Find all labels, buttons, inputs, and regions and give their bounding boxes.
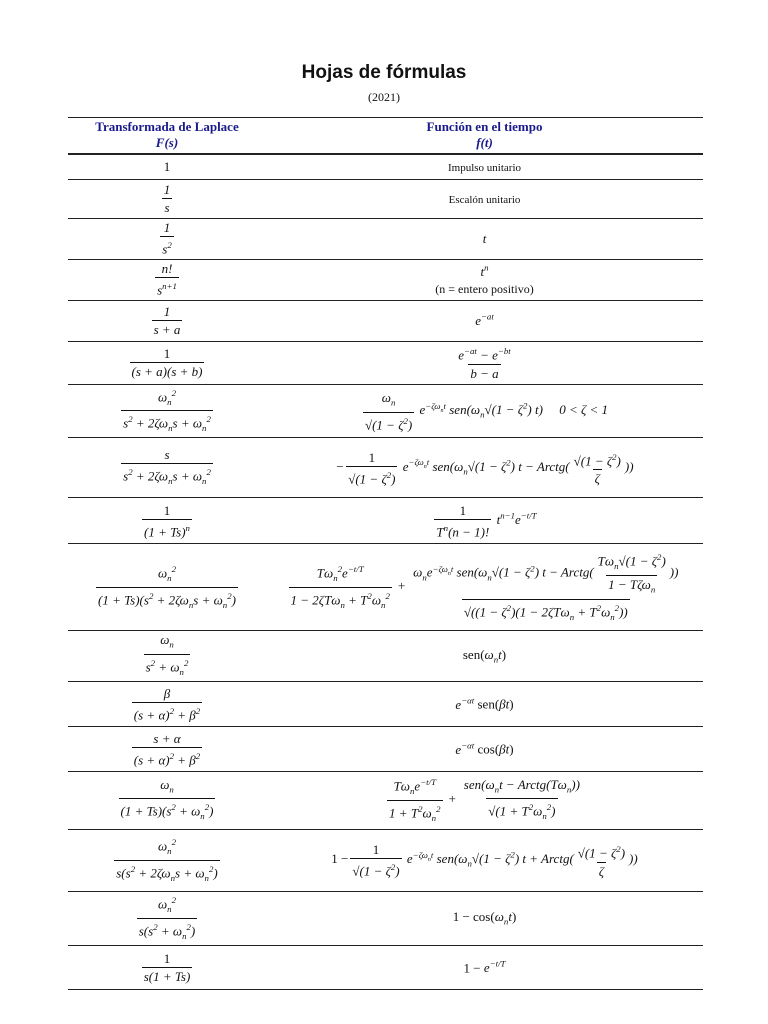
laplace-expression: $\frac{s}{s^2 + 2\zeta\omega_ns + \omega_n^2}$ (121, 446, 213, 490)
header-time-symbol: f(t) (476, 135, 493, 150)
time-expression: − $\frac{1}{√(1 - \zeta^2)}$ $e^{-\zeta\omega_nt}$ $sen(\omega_n√(1 - \zeta^2) t$ − Arctg( $\frac{√(1 - \zeta^2)}{\zeta}$ )) (335, 449, 634, 486)
time-note: (n = entero positivo) (435, 281, 534, 296)
table-row (68, 498, 703, 544)
time-cell (266, 341, 703, 384)
time-cell (266, 631, 703, 682)
time-expression: $e^{-at}$ (475, 311, 494, 329)
laplace-expression: $\frac{\beta}{(s + \alpha)^2 + \beta^2}$ (133, 685, 201, 723)
laplace-expression: $\frac{n!}{s^{n+1}}$ (157, 261, 177, 298)
laplace-expression: $\frac{\omega_n^2}{s(s^2 + \omega_n^2)}$ (137, 892, 198, 945)
header-laplace-symbol: F(s) (155, 135, 179, 150)
laplace-expression: $\frac{1}{s + a}$ (153, 304, 181, 337)
laplace-cell (68, 218, 266, 259)
laplace-cell (68, 438, 266, 498)
laplace-cell (68, 498, 266, 544)
time-expression: $\frac{1}{T^n(n - 1)!}$ $t^{n-1}e^{-t/T}$ (436, 502, 537, 539)
time-cell (266, 218, 703, 259)
table-row (68, 544, 703, 631)
time-cell (266, 726, 703, 771)
time-cell (266, 771, 703, 829)
time-cell (266, 300, 703, 341)
table-row (68, 771, 703, 829)
time-expression: $1 - \cos(\omega_nt)$ (452, 909, 517, 928)
time-cell (266, 681, 703, 726)
laplace-expression: $\frac{1}{s}$ (163, 182, 171, 215)
time-expression: $e^{-\alpha t}$ sen(βt) (455, 695, 514, 712)
laplace-cell (68, 945, 266, 989)
table-row (68, 218, 703, 259)
laplace-cell (68, 259, 266, 300)
time-cell (266, 259, 703, 300)
time-expression: $\frac{T\omega_ne^{-t/T}}{1 + T^2\omega_n^2}$ + $\frac{sen(\omega_nt - Arctg(T\omega_n))}{√(1 + T^2\omega_n^2)}$ (385, 791, 584, 806)
laplace-cell (68, 726, 266, 771)
table-row (68, 154, 703, 179)
table-row (68, 259, 703, 300)
time-expression: 1 − $\frac{1}{√(1 - \zeta^2)}$ $e^{-\zeta\omega_nt}$ $sen(\omega_n√(1 - \zeta^2) t$ + Arctg( $\frac{√(1 - \zeta^2)}{\zeta}$ )) (331, 842, 638, 879)
time-expression: Escalón unitario (448, 193, 521, 206)
laplace-cell (68, 179, 266, 218)
header-time-title: Función en el tiempo (426, 119, 543, 134)
laplace-table (68, 117, 703, 990)
time-expression: $sen(\omega_nt)$ (462, 647, 507, 665)
page-title: Hojas de fórmulas (301, 62, 467, 83)
time-expression: $\frac{\omega_n}{√(1 - \zeta^2)}$ $e^{-\zeta\omega_nt}$ $sen(\omega_n√(1 - \zeta^2)$ t) (364, 389, 547, 432)
time-cell (266, 498, 703, 544)
laplace-expression: $\frac{\omega_n^2}{(1 + Ts)(s^2 + 2\zeta\omega_ns + \omega_n^2)}$ (96, 561, 238, 614)
time-expression: Impulso unitario (447, 161, 522, 174)
table-row (68, 726, 703, 771)
table-row (68, 179, 703, 218)
header-laplace-title: Transformada de Laplace (95, 119, 239, 134)
laplace-expression: 1 (163, 158, 171, 174)
time-expression: $\frac{e^{-at} - e^{-bt}}{b - a}$ (458, 346, 511, 381)
table-row (68, 438, 703, 498)
laplace-expression: $\frac{1}{(1 + Ts)^n}$ (144, 502, 190, 539)
page-year: (2021) (368, 90, 400, 104)
laplace-cell (68, 384, 266, 438)
laplace-expression: $\frac{\omega_n}{s^2 + \omega_n^2}$ (144, 631, 191, 681)
table-row (68, 300, 703, 341)
time-cell (266, 829, 703, 891)
table-row (68, 681, 703, 726)
laplace-expression: $\frac{1}{(s + a)(s + b)}$ (131, 346, 203, 379)
time-cell (266, 544, 703, 631)
table-row (68, 829, 703, 891)
table-row (68, 341, 703, 384)
laplace-cell (68, 631, 266, 682)
time-expression: $e^{-\alpha t}$ cos(βt) (455, 740, 514, 757)
time-cell (266, 154, 703, 179)
time-condition: 0 < ζ < 1 (559, 401, 609, 417)
time-cell (266, 438, 703, 498)
time-expression: $t^n$ (480, 262, 489, 279)
table-header-row (68, 118, 703, 155)
header-laplace (68, 118, 266, 155)
header-time (266, 118, 703, 155)
time-cell (266, 891, 703, 945)
laplace-cell (68, 154, 266, 179)
laplace-cell (68, 771, 266, 829)
laplace-cell (68, 341, 266, 384)
time-cell (266, 179, 703, 218)
time-cell (266, 384, 703, 438)
laplace-expression: $\frac{\omega_n^2}{s(s^2 + 2\zeta\omega_ns + \omega_n^2)}$ (114, 834, 219, 887)
laplace-expression: $\frac{1}{s(1 + Ts)}$ (143, 950, 191, 984)
time-expression: $1 - e^{-t/T}$ (463, 958, 506, 975)
table-row (68, 945, 703, 989)
table-row (68, 891, 703, 945)
laplace-expression: $\frac{s + \alpha}{(s + \alpha)^2 + \beta^2}$ (133, 730, 201, 768)
laplace-expression: $\frac{1}{s^2}$ (162, 220, 172, 257)
laplace-expression: $\frac{\omega_n}{(1 + Ts)(s^2 + \omega_n^2)}$ (119, 776, 216, 826)
table-row (68, 384, 703, 438)
laplace-cell (68, 300, 266, 341)
laplace-cell (68, 681, 266, 726)
laplace-cell (68, 544, 266, 631)
laplace-cell (68, 891, 266, 945)
time-cell (266, 945, 703, 989)
time-expression: $\frac{T\omega_n^2e^{-t/T}}{1 - 2\zeta T\omega_n + T^2\omega_n^2}$ + $\omega_ne^{-\zeta\omega_nt}$ $sen(\omega_n√(1 - \zeta^2) t$ − Arctg( $\frac{T\omega_n√(1 - \zeta^2)}{1 - T\zeta\omega_n}$ )) $√((1 - \zeta^2)(1 - 2\zeta T\omega_n + T^2\omega_n^2))$ (287, 578, 683, 593)
laplace-cell (68, 829, 266, 891)
time-expression: t (482, 230, 487, 246)
table-row (68, 631, 703, 682)
laplace-expression: $\frac{\omega_n^2}{s^2 + 2\zeta\omega_ns + \omega_n^2}$ (121, 385, 213, 438)
